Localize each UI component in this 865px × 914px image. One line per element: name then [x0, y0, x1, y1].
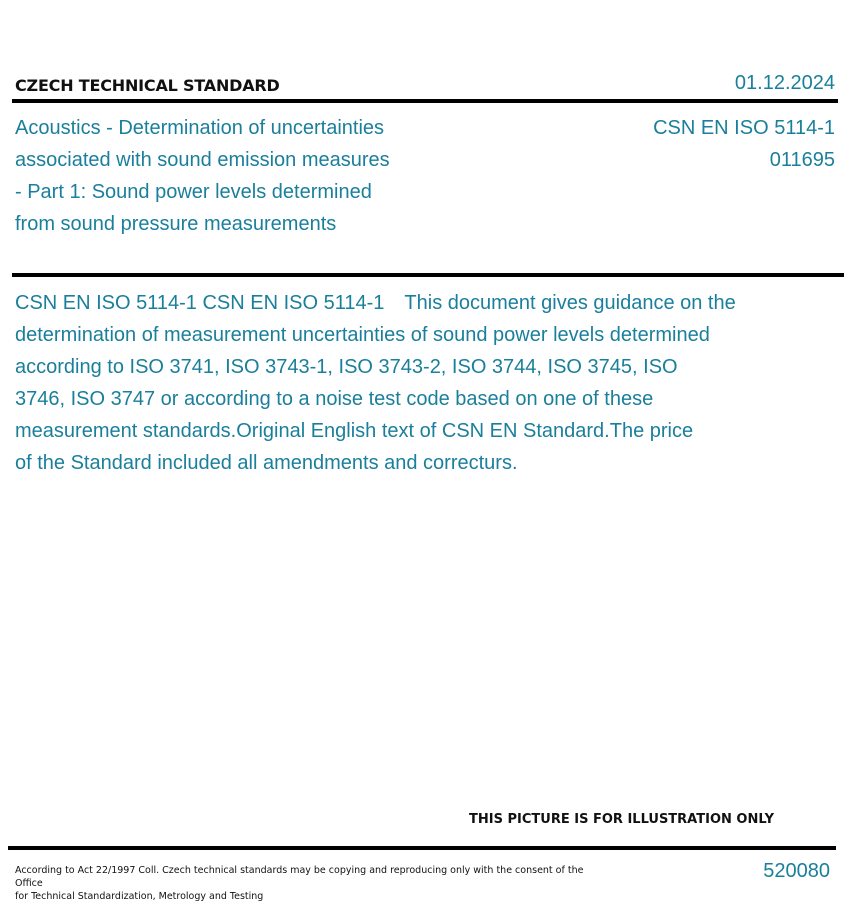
description-line: of the Standard included all amendments and correcturs.	[15, 452, 518, 474]
title-line: - Part 1: Sound power levels determined	[15, 181, 372, 203]
header-title: CZECH TECHNICAL STANDARD	[15, 76, 280, 95]
title-line: from sound pressure measurements	[15, 213, 337, 235]
title-line: associated with sound emission measures	[15, 149, 390, 171]
description-line	[15, 287, 805, 319]
description-text: This document gives guidance on the	[404, 292, 736, 314]
title-line: Acoustics - Determination of uncertainties	[15, 117, 385, 139]
document-title	[15, 112, 445, 240]
bottom-divider	[8, 846, 836, 850]
description-line: measurement standards.Original English text of CSN EN Standard.The price	[15, 420, 694, 442]
catalog-number: 011695	[769, 149, 835, 171]
description-lead: CSN EN ISO 5114-1 CSN EN ISO 5114-1	[15, 292, 385, 314]
description-line: 3746, ISO 3747 or according to a noise test code based on one of these	[15, 388, 654, 410]
standard-number: CSN EN ISO 5114-1	[653, 117, 835, 139]
top-divider	[12, 99, 838, 103]
description	[15, 287, 805, 479]
legal-notice	[15, 864, 595, 903]
middle-divider	[12, 273, 844, 277]
header-date: 01.12.2024	[734, 72, 835, 94]
footer-code: 520080	[763, 860, 830, 882]
standard-identifiers	[653, 112, 835, 176]
illustration-note: THIS PICTURE IS FOR ILLUSTRATION ONLY	[469, 812, 774, 827]
legal-line: According to Act 22/1997 Coll. Czech technical standards may be copying and reproducing only with the consent of the Office	[15, 865, 584, 889]
description-line: according to ISO 3741, ISO 3743-1, ISO 3743-2, ISO 3744, ISO 3745, ISO	[15, 356, 678, 378]
legal-line: for Technical Standardization, Metrology and Testing	[15, 891, 264, 902]
description-line: determination of measurement uncertainties of sound power levels determined	[15, 324, 710, 346]
